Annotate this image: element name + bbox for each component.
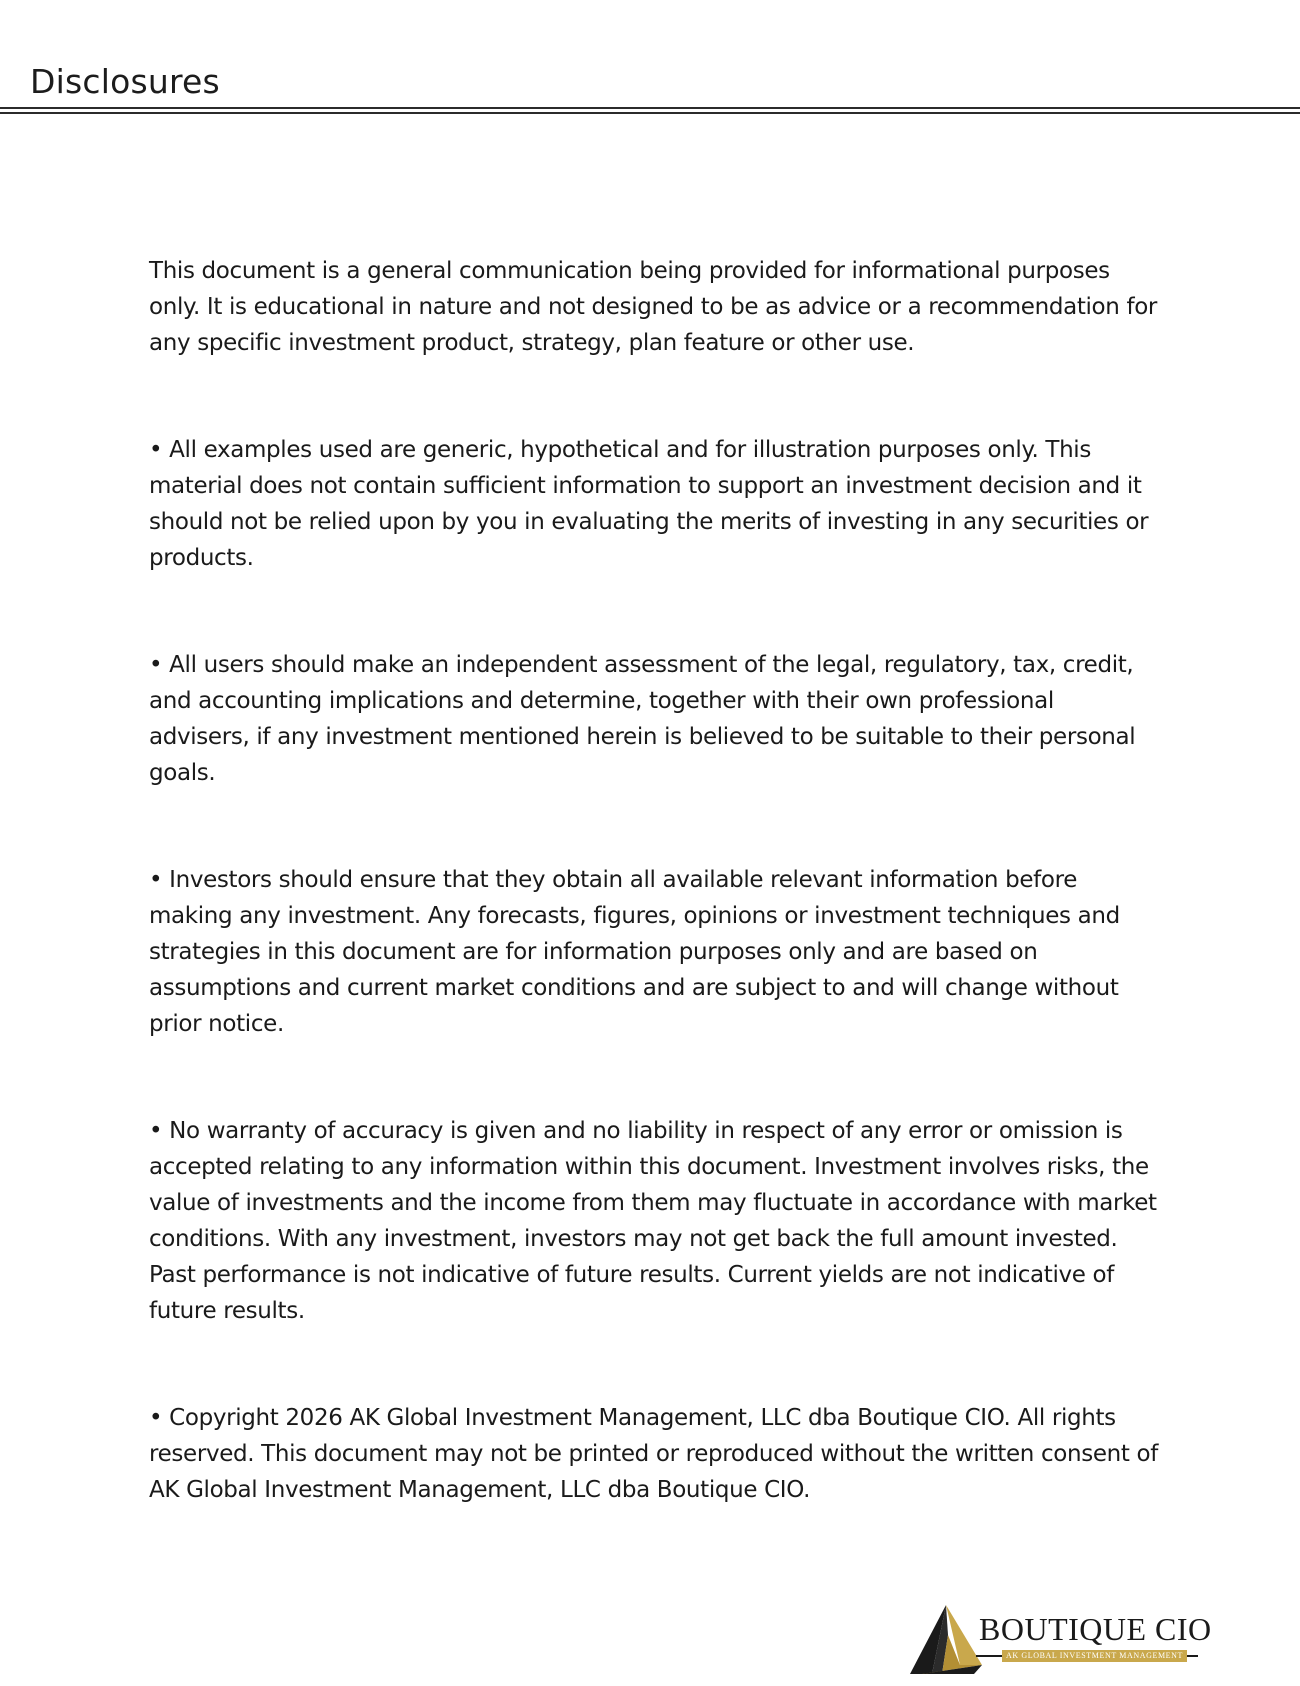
triangle-mountain-logo-icon [908, 1603, 986, 1676]
page-header [0, 0, 1300, 120]
disclosure-paragraph-information: • Investors should ensure that they obtain all available relevant information before making any investment. Any forecasts, figures, opinions or investment techniques and strategies in this document are for information purposes only and are based on assumptions and current market conditions and are subject to and will change without prior notice. [149, 867, 1120, 1037]
disclosure-paragraph-general: This document is a general communication being provided for informational purposes only. It is educational in nature and not designed to be as advice or a recommendation for any specific investment product, strategy, plan feature or other use. [149, 258, 1158, 356]
logo-tagline: AK GLOBAL INVESTMENT MANAGEMENT [1002, 1650, 1187, 1662]
disclosure-paragraph-assessment: • All users should make an independent assessment of the legal, regulatory, tax, credit, and accounting implications and determine, together with their own professional advisers, if any investment mentioned herein is believed to be suitable to their personal goals. [149, 652, 1136, 786]
disclosure-paragraph-warranty: • No warranty of accuracy is given and no liability in respect of any error or omission is accepted relating to any information within this document. Investment involves risks, the value of investments and the income from them may fluctuate in accordance with market conditions. With any investment, investors may not get back the full amount invested. Past performance is not indicative of future results. Current yields are not indicative of future results. [149, 1118, 1157, 1324]
disclosure-paragraph-copyright: • Copyright 2026 AK Global Investment Management, LLC dba Boutique CIO. All rights reserved. This document may not be printed or reproduced without the written consent of AK Global Investment Management, LLC dba Boutique CIO. [149, 1405, 1158, 1503]
disclosure-paragraph-examples: • All examples used are generic, hypothetical and for illustration purposes only. This material does not contain sufficient information to support an investment decision and it should not be relied upon by you in evaluating the merits of investing in any securities or products. [149, 437, 1149, 571]
header-rule-top [0, 107, 1300, 109]
logo-name: BOUTIQUE CIO [979, 1611, 1212, 1647]
brand-logo [908, 1603, 1212, 1678]
header-rule-bottom [0, 112, 1300, 114]
page-title: Disclosures [30, 62, 220, 101]
disclosure-body [149, 253, 1159, 1579]
